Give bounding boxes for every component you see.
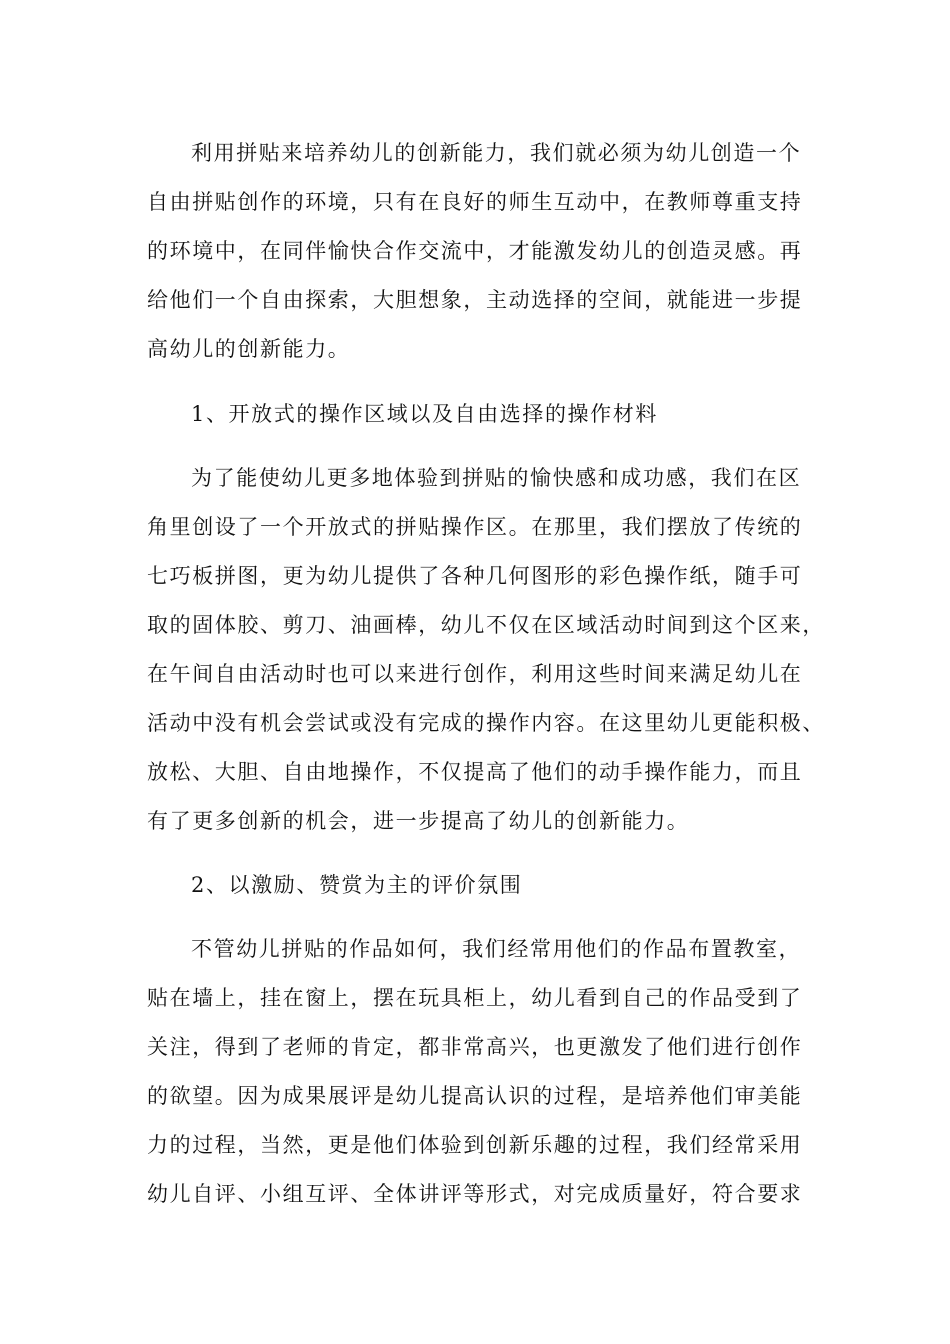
text-line: 利用拼贴来培养幼儿的创新能力，我们就必须为幼儿创造一个 — [191, 141, 802, 165]
text-line: 七巧板拼图，更为幼儿提供了各种几何图形的彩色操作纸，随手可 — [147, 564, 803, 588]
text-line: 放松、大胆、自由地操作，不仅提高了他们的动手操作能力，而且 — [147, 760, 803, 784]
text-line: 高幼儿的创新能力。 — [147, 337, 351, 361]
text-line: 给他们一个自由探索，大胆想象，主动选择的空间，就能进一步提 — [147, 288, 803, 312]
text-line: 有了更多创新的机会，进一步提高了幼儿的创新能力。 — [147, 809, 690, 833]
text-line: 的环境中，在同伴愉快合作交流中，才能激发幼儿的创造灵感。再 — [147, 239, 803, 263]
text-line: 自由拼贴创作的环境，只有在良好的师生互动中，在教师尊重支持 — [147, 190, 803, 214]
text-line: 关注，得到了老师的肯定，都非常高兴，也更激发了他们进行创作 — [147, 1035, 803, 1059]
text-line: 力的过程，当然，更是他们体验到创新乐趣的过程，我们经常采用 — [147, 1133, 803, 1157]
section-heading-2: 2、以激励、赞赏为主的评价氛围 — [191, 873, 523, 897]
text-line: 贴在墙上，挂在窗上，摆在玩具柜上，幼儿看到自己的作品受到了 — [147, 986, 803, 1010]
text-line: 幼儿自评、小组互评、全体讲评等形式，对完成质量好，符合要求 — [147, 1182, 803, 1206]
text-line: 活动中没有机会尝试或没有完成的操作内容。在这里幼儿更能积极、 — [147, 711, 825, 735]
text-line: 的欲望。因为成果展评是幼儿提高认识的过程，是培养他们审美能 — [147, 1084, 803, 1108]
text-line: 角里创设了一个开放式的拼贴操作区。在那里，我们摆放了传统的 — [147, 515, 803, 539]
text-line: 不管幼儿拼贴的作品如何，我们经常用他们的作品布置教室， — [191, 937, 802, 961]
text-line: 取的固体胶、剪刀、油画棒，幼儿不仅在区域活动时间到这个区来， — [147, 613, 825, 637]
section-heading-1: 1、开放式的操作区域以及自由选择的操作材料 — [191, 402, 658, 426]
text-line: 在午间自由活动时也可以来进行创作，利用这些时间来满足幼儿在 — [147, 662, 803, 686]
text-line: 为了能使幼儿更多地体验到拼贴的愉快感和成功感，我们在区 — [191, 466, 802, 490]
